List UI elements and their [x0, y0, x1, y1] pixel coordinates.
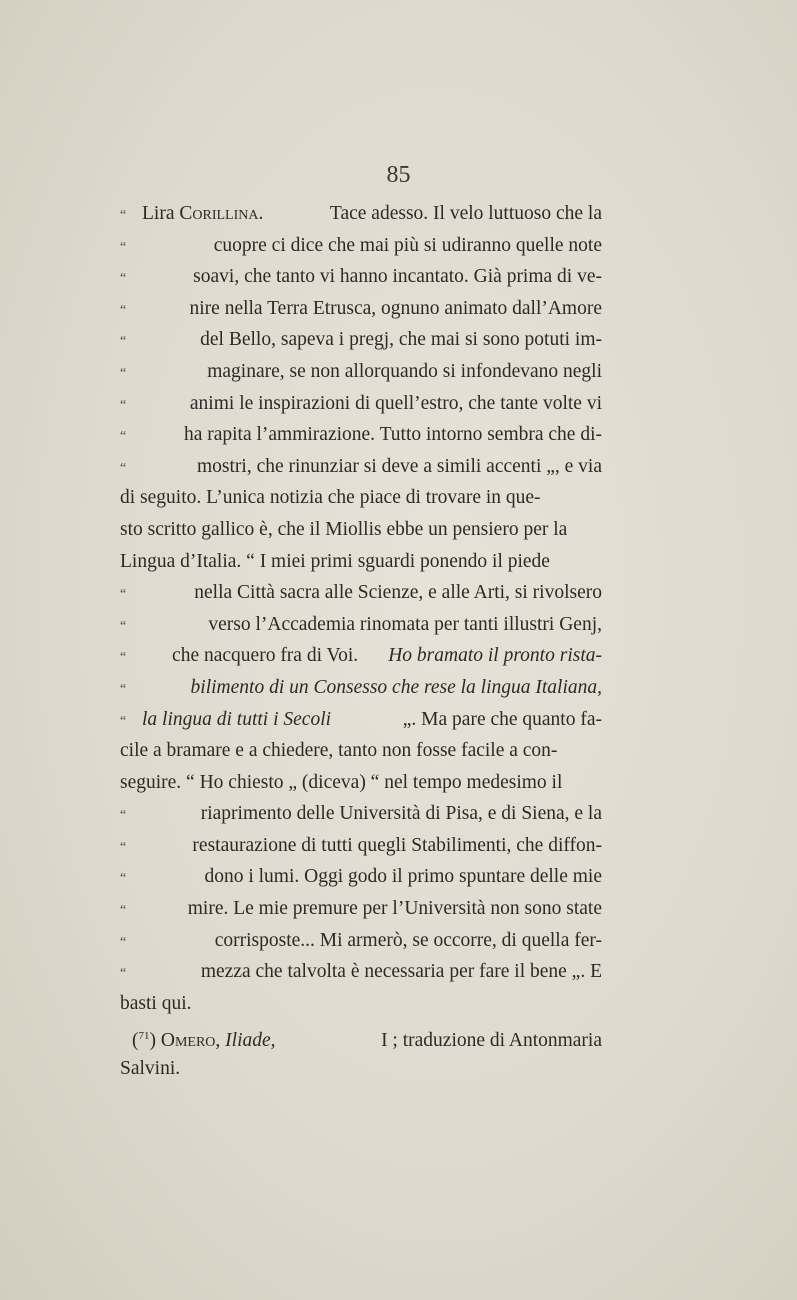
- quote-mark: “: [120, 681, 127, 697]
- text-line: basti qui.: [120, 992, 192, 1014]
- quote-mark: “: [120, 208, 127, 223]
- text-line: “ dono i lumi. Oggi godo il primo spuntare delle mie: [120, 861, 602, 893]
- quoted-italic: Ho bramato il pronto rista-: [388, 645, 602, 667]
- text-line: “ nella Città sacra alle Scienze, e alle Arti, si rivolsero: [120, 577, 602, 609]
- quote-mark: “: [120, 587, 127, 603]
- text-line: “ restaurazione di tutti quegli Stabilimenti, che diffon-: [120, 830, 602, 862]
- text-line: “ che nacquero fra di Voi. Ho bramato il pronto rista-: [120, 640, 602, 672]
- text-line: “ animi le inspirazioni di quell’estro, che tante volte vi: [120, 388, 602, 420]
- quote-mark: “: [120, 903, 127, 919]
- footnote-author: Omero,: [160, 1030, 221, 1052]
- footnote-line: Salvini.: [120, 1058, 181, 1080]
- quote-mark: “: [120, 839, 127, 855]
- text-line: di seguito. L’unica notizia che piace di trovare in que-: [120, 487, 541, 509]
- text-line: “ cuopre ci dice che mai più si udiranno quelle note: [120, 230, 602, 262]
- quote-mark: “: [120, 871, 127, 887]
- quote-mark: “: [120, 271, 127, 287]
- text-line: “ del Bello, sapeva i pregj, che mai si sono potuti im-: [120, 324, 602, 356]
- text-line: Lingua d’Italia. “ I miei primi sguardi ponendo il piede: [120, 550, 550, 572]
- speaker-name: Corillina.: [179, 203, 264, 224]
- footnote-work: Iliade,: [225, 1030, 276, 1052]
- text-line: “ mezza che talvolta è necessaria per fare il bene „. E: [120, 956, 602, 988]
- text-line: cile a bramare e a chiedere, tanto non fosse facile a con-: [120, 740, 558, 762]
- text-line: “ nire nella Terra Etrusca, ognuno animato dall’Amore: [120, 293, 602, 325]
- text-line: “ mire. Le mie premure per l’Università non sono state: [120, 893, 602, 925]
- footnote-line: ($^{71}$) Omero, Iliade, I ; traduzione di Antonmaria: [132, 1030, 602, 1052]
- quote-mark: “: [120, 650, 127, 666]
- quote-mark: “: [120, 460, 127, 476]
- quote-mark: “: [120, 302, 127, 318]
- quote-mark: “: [120, 934, 127, 950]
- page-number: 85: [386, 162, 411, 188]
- text-line: “ corrisposte... Mi armerò, se occorre, di quella fer-: [120, 925, 602, 957]
- quote-mark: “: [120, 966, 127, 982]
- quoted-italic: la lingua di tutti i Secoli: [142, 708, 332, 730]
- footnote-marker: 71: [138, 1030, 150, 1043]
- quoted-italic: bilimento di un Consesso che rese la lingua Italiana,: [190, 676, 602, 698]
- text-line: “ Lira Corillina. Tace adesso. Il velo luttuoso che la: [120, 198, 602, 230]
- quote-mark: “: [120, 239, 127, 255]
- text-line: “ riaprimento delle Università di Pisa, e di Siena, e la: [120, 798, 602, 830]
- text-line: “ mostri, che rinunziar si deve a simili accenti „, e via: [120, 451, 602, 483]
- footnote: [120, 1021, 602, 1084]
- text-line: “ maginare, se non allorquando si infondevano negli: [120, 356, 602, 388]
- body-text: [120, 198, 602, 1085]
- quote-mark: “: [120, 365, 127, 381]
- quote-mark: “: [120, 397, 127, 413]
- quote-mark: “: [120, 334, 127, 350]
- quote-mark: “: [120, 808, 127, 824]
- text-line: [120, 672, 602, 704]
- quote-mark: “: [120, 618, 127, 634]
- text-line: sto scritto gallico è, che il Miollis ebbe un pensiero per la: [120, 518, 568, 540]
- text-line: seguire. “ Ho chiesto „ (diceva) “ nel tempo medesimo il: [120, 771, 563, 793]
- text-line: “ verso l’Accademia rinomata per tanti illustri Genj,: [120, 609, 602, 641]
- quote-mark: “: [120, 713, 127, 729]
- quote-mark: “: [120, 429, 127, 445]
- text-line: “ ha rapita l’ammirazione. Tutto intorno sembra che di-: [120, 419, 602, 451]
- text-line: “ la lingua di tutti i Secoli „. Ma pare che quanto fa-: [120, 704, 602, 736]
- text-line: “ soavi, che tanto vi hanno incantato. Già prima di ve-: [120, 261, 602, 293]
